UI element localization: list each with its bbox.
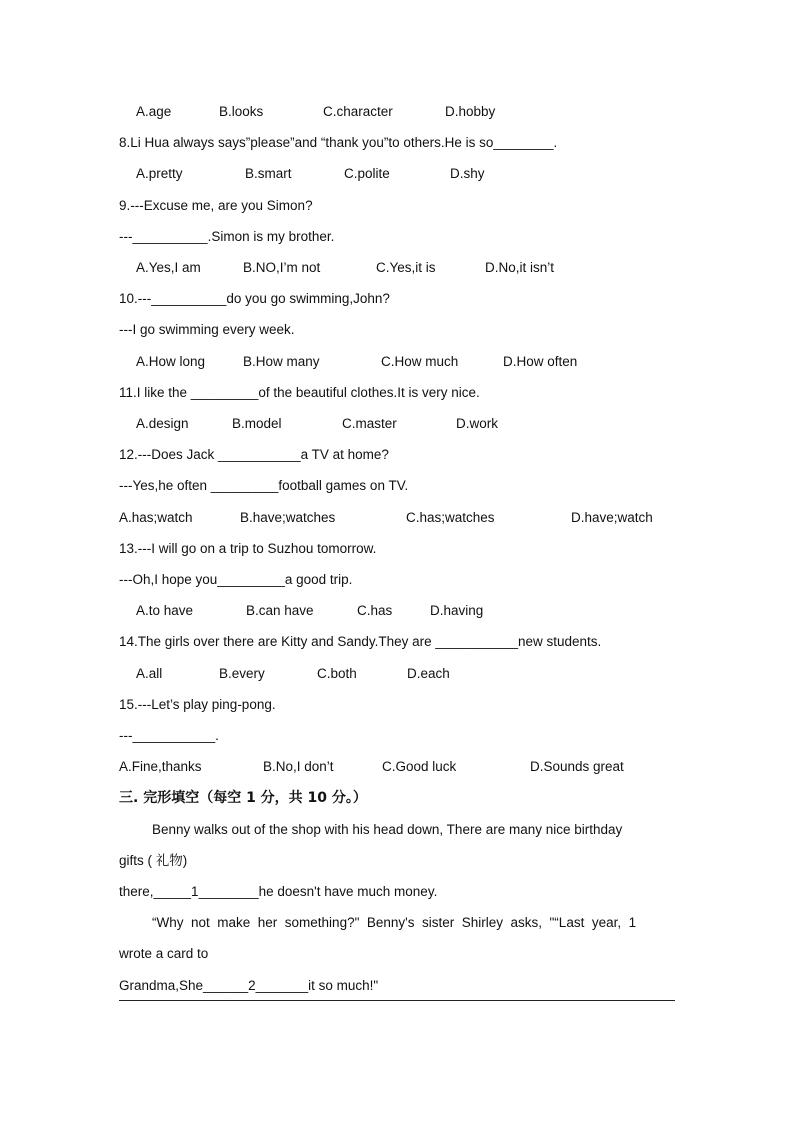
q10-stem: 10.---__________do you go swimming,John? (119, 291, 390, 306)
q11-option-d: D.work (456, 416, 499, 431)
q11-stem: 11.I like the _________of the beautiful clothes.It is very nice. (119, 385, 480, 400)
q15-answer-line: ---___________. (119, 728, 219, 743)
q15-option-d: D.Sounds great (530, 759, 624, 774)
q8-option-c: C.polite (344, 166, 390, 181)
section-3-heading: 三. 完形填空（每空 1 分，共 10 分。） (119, 790, 367, 806)
q14-option-a: A.all (136, 666, 163, 681)
q7-option-c: C.character (323, 104, 393, 119)
q10-answer-line: ---I go swimming every week. (119, 322, 295, 337)
q7-option-d: D.hobby (445, 104, 496, 119)
q11-option-c: C.master (342, 416, 397, 431)
passage-line-2: gifts ( 礼物) (119, 853, 188, 868)
q14-option-b: B.every (219, 666, 265, 681)
q9-stem: 9.---Excuse me, are you Simon? (119, 198, 313, 213)
q13-option-c: C.has (357, 603, 393, 618)
passage-line-5: wrote a card to (119, 946, 209, 961)
q11-option-a: A.design (136, 416, 189, 431)
q14-stem: 14.The girls over there are Kitty and Sandy.They are ___________new students. (119, 634, 602, 649)
q13-option-a: A.to have (136, 603, 194, 618)
q14-option-d: D.each (407, 666, 450, 681)
q10-option-d: D.How often (503, 354, 578, 369)
passage-line-1: Benny walks out of the shop with his head down, There are many nice birthday (152, 822, 623, 837)
q9-option-c: C.Yes,it is (376, 260, 436, 275)
q12-option-d: D.have;watch (571, 510, 653, 525)
q12-answer-line: ---Yes,he often _________football games on TV. (119, 478, 409, 493)
q9-option-b: B.NO,I’m not (243, 260, 321, 275)
passage-line-6: Grandma,She______2_______it so much!" (119, 978, 379, 993)
passage-line-4: “Why not make her something?" Benny's sister Shirley asks, "“Last year, 1 (152, 915, 637, 930)
q10-option-c: C.How much (381, 354, 459, 369)
q15-option-a: A.Fine,thanks (119, 759, 202, 774)
q12-stem: 12.---Does Jack ___________a TV at home? (119, 447, 389, 462)
q11-option-b: B.model (232, 416, 282, 431)
q7-option-b: B.looks (219, 104, 264, 119)
q12-option-a: A.has;watch (119, 510, 193, 525)
q9-answer-line: ---__________.Simon is my brother. (119, 229, 335, 244)
q8-option-b: B.smart (245, 166, 292, 181)
q13-answer-line: ---Oh,I hope you_________a good trip. (119, 572, 353, 587)
q8-stem: 8.Li Hua always says”please”and “thank you”to others.He is so________. (119, 135, 558, 150)
q10-option-b: B.How many (243, 354, 320, 369)
q10-option-a: A.How long (136, 354, 206, 369)
q9-option-a: A.Yes,I am (136, 260, 201, 275)
q14-option-c: C.both (317, 666, 357, 681)
passage-line-3: there,_____1________he doesn't have much money. (119, 884, 438, 899)
q7-option-a: A.age (136, 104, 172, 119)
q15-stem: 15.---Let’s play ping-pong. (119, 697, 276, 712)
q15-option-b: B.No,I don’t (263, 759, 334, 774)
q8-option-a: A.pretty (136, 166, 183, 181)
q9-option-d: D.No,it isn’t (485, 260, 555, 275)
q13-option-b: B.can have (246, 603, 314, 618)
q12-option-b: B.have;watches (240, 510, 336, 525)
q13-stem: 13.---I will go on a trip to Suzhou tomorrow. (119, 541, 377, 556)
q13-option-d: D.having (430, 603, 484, 618)
bottom-rule (119, 1000, 675, 1001)
q8-option-d: D.shy (450, 166, 485, 181)
q12-option-c: C.has;watches (406, 510, 495, 525)
q15-option-c: C.Good luck (382, 759, 457, 774)
